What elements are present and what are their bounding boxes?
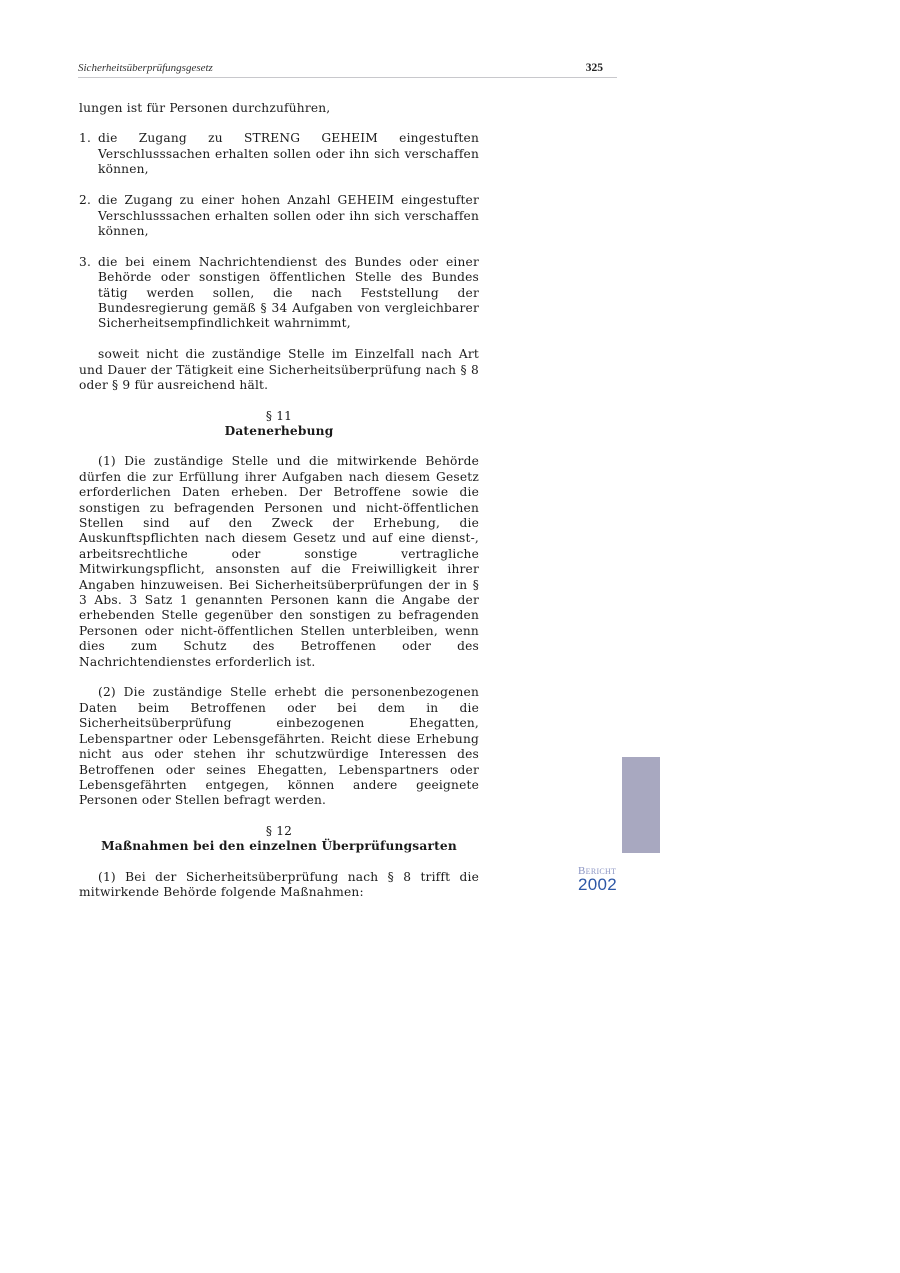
list-text: die Zugang zu STRENG GEHEIM eingestuften Verschlusssachen erhalten sollen oder ihn sich verschaffen können, bbox=[98, 131, 479, 177]
closing-text: soweit nicht die zuständige Stelle im Einzelfall nach Art und Dauer der Tätigkeit eine Sicherheitsüberprüfung nach § 8 oder § 9 für ausreichend hält. bbox=[79, 347, 479, 393]
numbered-list bbox=[79, 131, 479, 331]
page-header bbox=[78, 62, 617, 78]
paragraph: (1) Bei der Sicherheitsüberprüfung nach § 8 trifft die mitwirkende Behörde folgende Maßnahmen: bbox=[79, 869, 479, 899]
report-logo bbox=[578, 866, 638, 893]
page-body bbox=[79, 101, 479, 916]
page-number: 325 bbox=[585, 62, 603, 74]
list-number: 1. bbox=[79, 131, 92, 146]
section-number: § 11 bbox=[265, 408, 293, 423]
paragraph: (1) Die zuständige Stelle und die mitwirkende Behörde dürfen die zur Erfüllung ihrer Aufgaben nach diesem Gesetz erforderlichen Daten erheben. Der Betroffene sowie die sonstigen zu befragenden Personen und nicht-öffentlichen Stellen sind auf den Zweck der Erhebung, die Auskunftspflichten nach diesem Gesetz und auf eine dienst-, arbeitsrechtliche oder sonstige vertragliche Mitwirkungspflicht, ansonsten auf die Freiwilligkeit ihrer Angaben hinzuweisen. Bei Sicherheitsüberprüfungen der in § 3 Abs. 3 Satz 1 genannten Personen kann die Angabe der erhebenden Stelle gegenüber den sonstigen zu befragenden Personen oder nicht-öffentlichen Stellen unterbleiben, wenn dies zum Schutz des Betroffenen oder des Nachrichtendienstes erforderlich ist. bbox=[79, 454, 479, 669]
section-title: Datenerhebung bbox=[224, 424, 334, 438]
logo-word: Bericht bbox=[578, 865, 617, 877]
section-title: Maßnahmen bei den einzelnen Überprüfungsarten bbox=[101, 839, 457, 854]
section-heading-11 bbox=[79, 409, 479, 440]
list-item bbox=[79, 193, 479, 239]
running-title: Sicherheitsüberprüfungsgesetz bbox=[78, 62, 213, 74]
logo-year: 2002 bbox=[578, 875, 618, 894]
list-item bbox=[79, 255, 479, 332]
section-number: § 12 bbox=[265, 823, 293, 838]
list-item bbox=[79, 131, 479, 177]
list-text: die Zugang zu einer hohen Anzahl GEHEIM eingestufter Verschlusssachen erhalten sollen oder ihn sich verschaffen können, bbox=[98, 193, 479, 238]
paragraph: (2) Die zuständige Stelle erhebt die personenbezogenen Daten beim Betroffenen oder bei dem in die Sicherheitsüberprüfung einbezogenen Ehegatten, Lebenspartner oder Lebensgefährten. Reicht diese Erhebung nicht aus oder stehen ihr schutzwürdige Interessen des Betroffenen oder seines Ehegatten, Lebenspartners oder Lebensgefährten entgegen, können andere geeignete Personen oder Stellen befragt werden. bbox=[79, 685, 479, 808]
list-number: 2. bbox=[79, 193, 92, 208]
list-number: 3. bbox=[79, 254, 92, 269]
list-text: die bei einem Nachrichtendienst des Bundes oder einer Behörde oder sonstigen öffentlichen Stelle des Bundes tätig werden sollen, die nach Feststellung der Bundesregierung gemäß § 34 Aufgaben von vergleichbarer Sicherheitsempfindlichkeit wahrnimmt, bbox=[98, 254, 479, 331]
chapter-marker-block bbox=[622, 757, 660, 853]
section-heading-12 bbox=[79, 824, 479, 855]
intro-text: lungen ist für Personen durchzuführen, bbox=[79, 101, 331, 115]
